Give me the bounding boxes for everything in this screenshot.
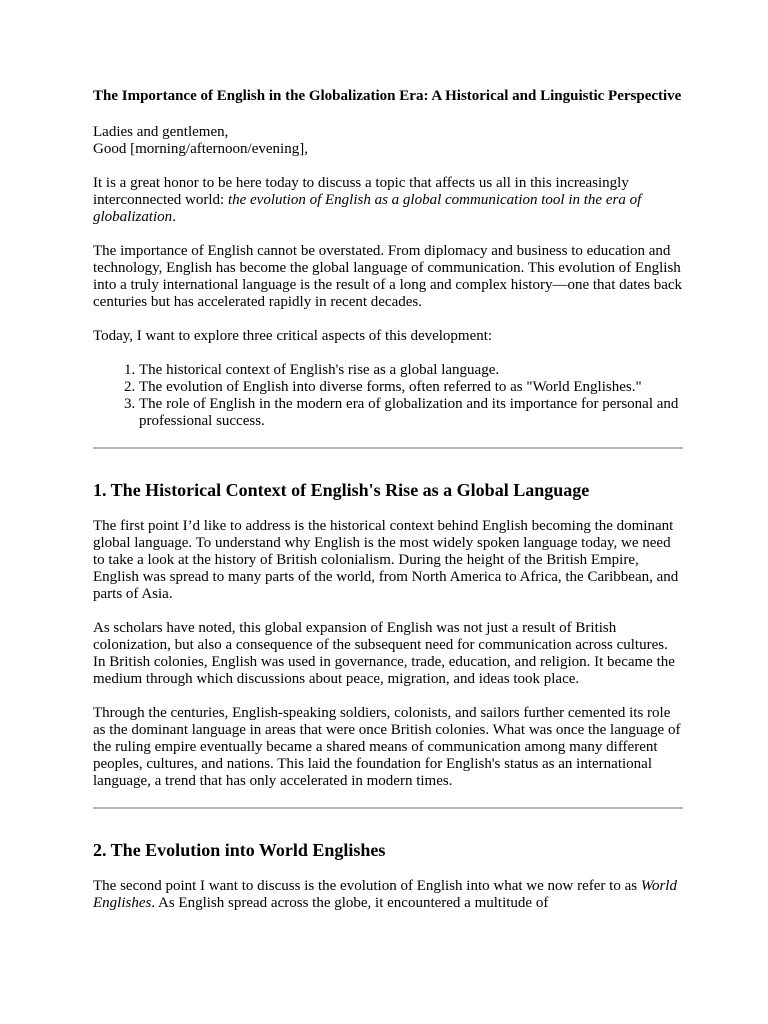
section-1-heading: 1. The Historical Context of English's Rise as a Global Language xyxy=(93,480,590,500)
section-1-paragraph-1: The first point I’d like to address is the historical context behind English becoming the dominant global language. To understand why English is the most widely spoken language today, we need to take a look at the history of British colonialism. During the height of the British Empire, English was spread to many parts of the world, from North America to Africa, the Caribbean, and parts of Asia. xyxy=(93,518,679,602)
section-2-paragraph-1 xyxy=(93,878,683,912)
document-title: The Importance of English in the Globalization Era: A Historical and Linguistic Perspective xyxy=(93,88,682,104)
intro-end: . xyxy=(172,209,176,225)
document-body xyxy=(93,88,683,929)
aspects-intro: Today, I want to explore three critical aspects of this development: xyxy=(93,328,493,344)
intro-italic-phrase: the evolution of English as a global communication tool in the era of globalization xyxy=(93,192,642,225)
section-divider xyxy=(93,447,683,449)
section-2-text-end: . As English spread across the globe, it encountered a multitude of xyxy=(151,895,549,911)
section-2-italic-term: World Englishes xyxy=(93,878,677,911)
aspect-item-2: 2. The evolution of English into diverse forms, often referred to as "World Englishes." xyxy=(139,379,683,396)
greeting-line-2: Good [morning/afternoon/evening], xyxy=(93,141,308,157)
section-2-heading: 2. The Evolution into World Englishes xyxy=(93,840,386,860)
intro-paragraph xyxy=(93,175,683,226)
aspect-item-3: 3. The role of English in the modern era of globalization and its importance for personal and professional success. xyxy=(139,396,683,430)
aspect-item-1: 1. The historical context of English's rise as a global language. xyxy=(139,362,683,379)
section-1-paragraph-2: As scholars have noted, this global expansion of English was not just a result of British colonization, but also a consequence of the subsequent need for communication across cultures. In British colonies, English was used in governance, trade, education, and religion. It became the medium through which discussions about peace, migration, and ideas took place. xyxy=(93,620,675,687)
greeting-line-1: Ladies and gentlemen, xyxy=(93,124,229,140)
section-1-paragraph-3: Through the centuries, English-speaking soldiers, colonists, and sailors further cemented its role as the dominant language in areas that were once British colonies. What was once the language of the ruling empire eventually became a shared means of communication among many different peoples, cultures, and nations. This laid the foundation for English's status as an international language, a trend that has only accelerated in modern times. xyxy=(93,705,681,789)
section-divider xyxy=(93,807,683,809)
aspects-list xyxy=(93,362,683,430)
importance-paragraph: The importance of English cannot be overstated. From diplomacy and business to education and technology, English has become the global language of communication. This evolution of English into a truly international language is the result of a long and complex history—one that dates back centuries but has accelerated rapidly in recent decades. xyxy=(93,243,683,310)
intro-text: It is a great honor to be here today to discuss a topic that affects us all in this increasingly interconnected world: xyxy=(93,175,629,208)
section-2-text: The second point I want to discuss is the evolution of English into what we now refer to as xyxy=(93,878,641,894)
greeting xyxy=(93,124,683,158)
